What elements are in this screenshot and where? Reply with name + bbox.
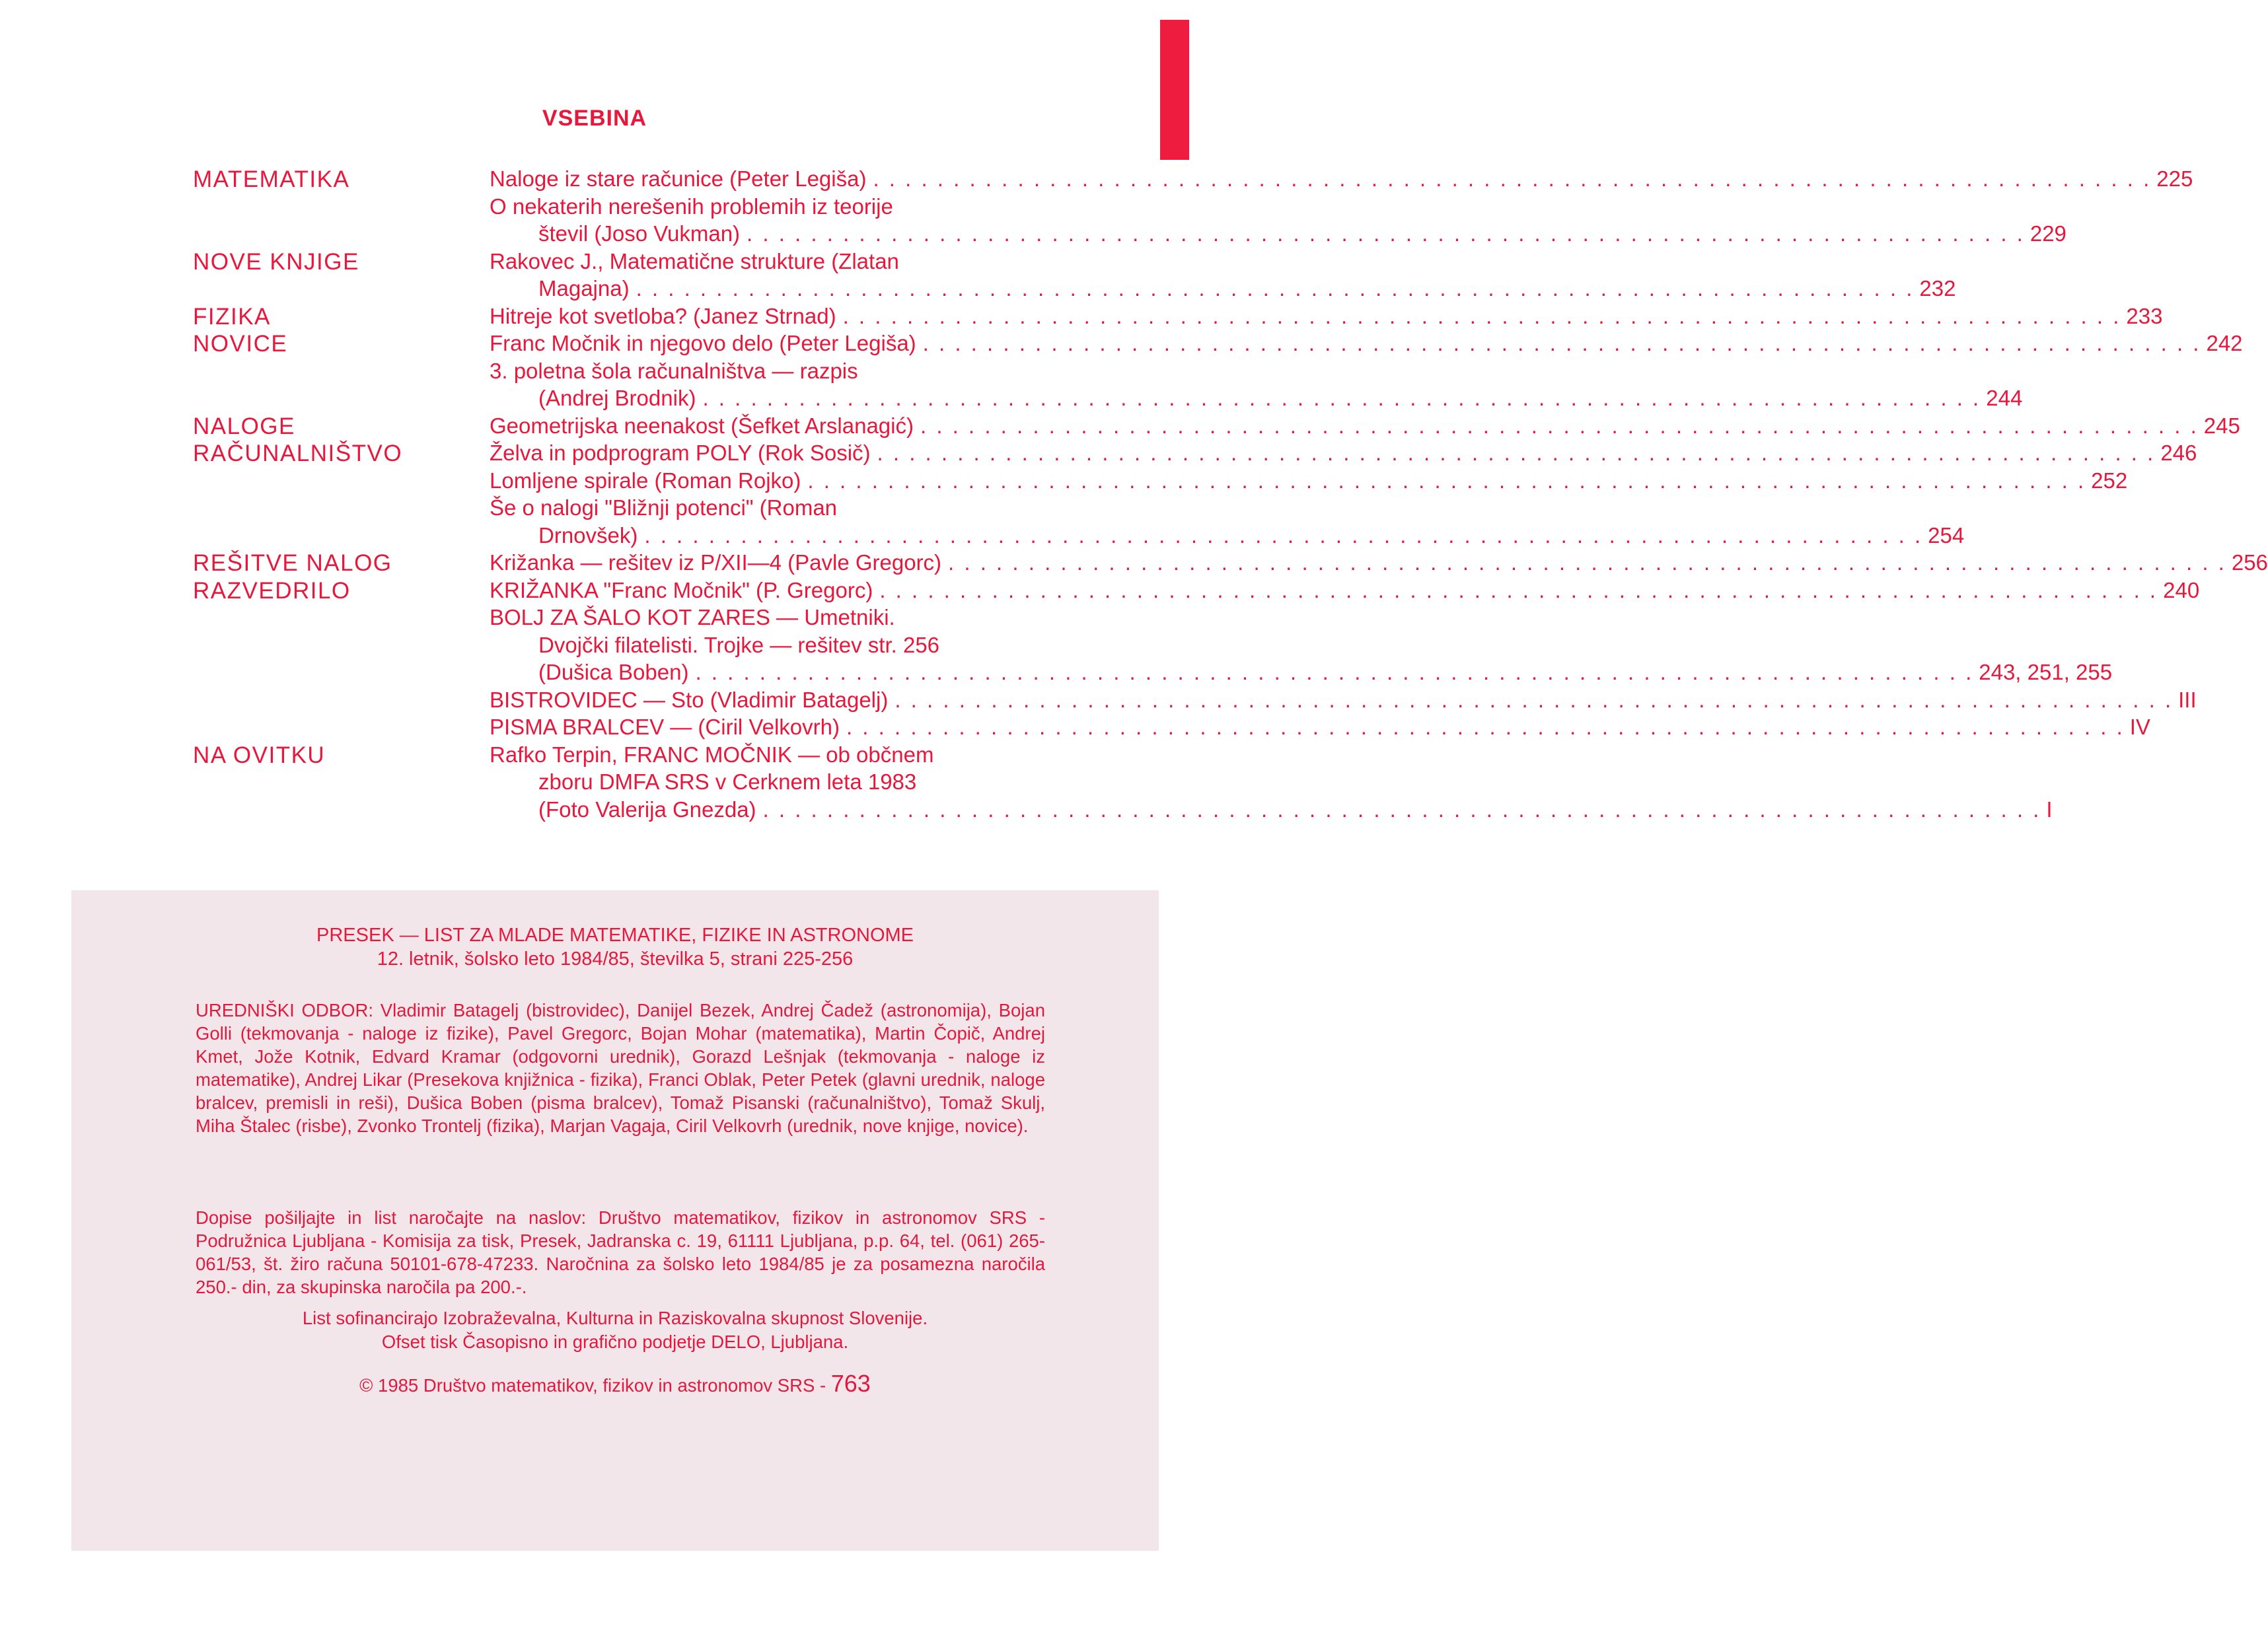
entry-title: Franc Močnik in njegovo delo (Peter Legiša) [490, 331, 916, 355]
toc-entry [490, 550, 2268, 575]
entry-title: Drnovšek) [538, 522, 638, 548]
toc-row [193, 194, 1072, 222]
toc-entry [490, 715, 2150, 740]
copyright-number: 763 [830, 1370, 871, 1397]
entry-title: zboru DMFA SRS v Cerknem leta 1983 [538, 769, 917, 794]
section-label: REŠITVE NALOG [193, 550, 392, 576]
toc-entry [538, 633, 1065, 658]
entry-title: Rakovec J., Matematične strukture (Zlatan [490, 248, 899, 273]
page-title: VSEBINA [542, 106, 647, 131]
entry-title: Magajna) [538, 276, 630, 301]
dot-leader: . . . . . . . . . . . . . . . . . . . . . . . . . . . . . . . . . . . . . . . . . . . . . . . . . . . . . . . . . . . . . . . . . . . . . . . . . . . . . . . . [877, 441, 2156, 465]
page-number: 246 [2160, 441, 2197, 465]
entry-title: Želva in podprogram POLY (Rok Sosič) [490, 441, 871, 465]
dot-leader: . . . . . . . . . . . . . . . . . . . . . . . . . . . . . . . . . . . . . . . . . . . . . . . . . . . . . . . . . . . . . . . . . . . . . . . . . . . . . . . . [807, 468, 2086, 493]
toc-entry [490, 441, 2197, 466]
dot-leader: . . . . . . . . . . . . . . . . . . . . . . . . . . . . . . . . . . . . . . . . . . . . . . . . . . . . . . . . . . . . . . . . . . . . . . . . . . . . . . . . [842, 303, 2121, 328]
section-label: NALOGE [193, 413, 295, 439]
section-label: NOVICE [193, 331, 288, 357]
table-of-contents [193, 166, 2268, 824]
toc-row [193, 660, 2113, 688]
toc-entry [490, 303, 2163, 329]
entry-title: BISTROVIDEC — Sto (Vladimir Batagelj) [490, 687, 889, 712]
dot-leader: . . . . . . . . . . . . . . . . . . . . . . . . . . . . . . . . . . . . . . . . . . . . . . . . . . . . . . . . . . . . . . . . . . . . . . . . . . . . . . . . [879, 577, 2158, 602]
dot-leader: . . . . . . . . . . . . . . . . . . . . . . . . . . . . . . . . . . . . . . . . . . . . . . . . . . . . . . . . . . . . . . . . . . . . . . . . . . . . . . . . [846, 715, 2125, 739]
colophon-panel [71, 890, 1159, 1551]
page-number: 242 [2206, 331, 2243, 355]
toc-row [193, 550, 2268, 578]
entry-title: Hitreje kot svetloba? (Janez Strnad) [490, 303, 836, 328]
dot-leader: . . . . . . . . . . . . . . . . . . . . . . . . . . . . . . . . . . . . . . . . . . . . . . . . . . . . . . . . . . . . . . . . . . . . . . . . . . . . . . . . [873, 166, 2152, 191]
toc-row [193, 249, 1072, 277]
entry-title: (Dušica Boben) [538, 660, 689, 684]
page-number: III [2178, 687, 2197, 712]
toc-row [193, 687, 2197, 715]
toc-row [193, 522, 1965, 551]
toc-entry [538, 660, 2113, 685]
section-label: NA OVITKU [193, 742, 326, 768]
entry-title: KRIŽANKA "Franc Močnik" (P. Gregorc) [490, 577, 873, 602]
dot-leader: . . . . . . . . . . . . . . . . . . . . . . . . . . . . . . . . . . . . . . . . . . . . . . . . . . . . . . . . . . . . . . . . . . . . . . . . . . . . . . . . [920, 413, 2199, 438]
dot-leader: . . . . . . . . . . . . . . . . . . . . . . . . . . . . . . . . . . . . . . . . . . . . . . . . . . . . . . . . . . . . . . . . . . . . . . . . . . . . . . . . [636, 276, 1915, 301]
dot-leader: . . . . . . . . . . . . . . . . . . . . . . . . . . . . . . . . . . . . . . . . . . . . . . . . . . . . . . . . . . . . . . . . . . . . . . . . . . . . . . . . [747, 221, 2025, 246]
dot-leader: . . . . . . . . . . . . . . . . . . . . . . . . . . . . . . . . . . . . . . . . . . . . . . . . . . . . . . . . . . . . . . . . . . . . . . . . . . . . . . . . [644, 522, 1923, 548]
toc-entry [490, 413, 2240, 439]
entry-title: 3. poletna šola računalništva — razpis [490, 358, 858, 383]
toc-entry [490, 742, 1065, 767]
toc-row [193, 742, 1072, 770]
entry-title: Naloge iz stare računice (Peter Legiša) [490, 166, 867, 191]
entry-title: BOLJ ZA ŠALO KOT ZARES — Umetniki. [490, 605, 895, 629]
toc-row [193, 331, 2243, 359]
page-number: 245 [2203, 413, 2240, 438]
dot-leader: . . . . . . . . . . . . . . . . . . . . . . . . . . . . . . . . . . . . . . . . . . . . . . . . . . . . . . . . . . . . . . . . . . . . . . . . . . . . . . . . [762, 797, 2041, 822]
entry-title: Dvojčki filatelisti. Trojke — rešitev str. 256 [538, 632, 940, 657]
toc-entry [490, 468, 2128, 493]
section-label: RAČUNALNIŠTVO [193, 441, 403, 466]
toc-entry [490, 194, 1065, 219]
toc-entry [490, 249, 1065, 274]
toc-row [193, 769, 1072, 797]
red-edge-tab [1160, 20, 1189, 160]
dot-leader: . . . . . . . . . . . . . . . . . . . . . . . . . . . . . . . . . . . . . . . . . . . . . . . . . . . . . . . . . . . . . . . . . . . . . . . . . . . . . . . . [922, 331, 2201, 355]
entry-title: števil (Joso Vukman) [538, 221, 741, 246]
toc-entry [490, 166, 2193, 192]
toc-entry [538, 276, 1956, 301]
page-number: 252 [2091, 468, 2128, 493]
toc-entry [538, 221, 2067, 246]
dot-leader: . . . . . . . . . . . . . . . . . . . . . . . . . . . . . . . . . . . . . . . . . . . . . . . . . . . . . . . . . . . . . . . . . . . . . . . . . . . . . . . . [948, 550, 2226, 575]
copyright-text: © 1985 Društvo matematikov, fizikov in astronomov SRS - [359, 1375, 826, 1396]
entry-title: Geometrijska neenakost (Šefket Arslanagić) [490, 413, 914, 438]
subscription-info: Dopise pošiljajte in list naročajte na naslov: Društvo matematikov, fizikov in astronomov SRS - Podružnica Ljubljana - Komisija za tisk, Presek, Jadranska c. 19, 61111 Ljubljana, p.p. 64, tel. (061) 265-061/53, št. žiro računa 50101-678-47233. Naročnina za šolsko leto 1984/85 je za posamezna naročila 250.- din, za skupinska naročila pa 200.-. [196, 1207, 1045, 1297]
toc-row [193, 468, 2128, 496]
toc-entry [538, 769, 1065, 795]
page-number: 233 [2126, 303, 2163, 328]
dot-leader: . . . . . . . . . . . . . . . . . . . . . . . . . . . . . . . . . . . . . . . . . . . . . . . . . . . . . . . . . . . . . . . . . . . . . . . . . . . . . . . . [895, 687, 2174, 712]
page-number: I [2046, 797, 2053, 822]
toc-entry [538, 386, 2023, 411]
entry-title: Še o nalogi "Bližnji potenci" (Roman [490, 495, 838, 520]
page-number: 229 [2030, 221, 2067, 246]
page-number: 243, 251, 255 [1979, 660, 2113, 684]
toc-entry [490, 577, 2200, 603]
copyright-note [71, 1370, 1159, 1398]
entry-title: (Foto Valerija Gnezda) [538, 797, 756, 822]
toc-row [193, 441, 2197, 468]
page-number: 244 [1986, 386, 2023, 410]
toc-row [193, 221, 2067, 249]
toc-entry [490, 495, 1065, 520]
dot-leader: . . . . . . . . . . . . . . . . . . . . . . . . . . . . . . . . . . . . . . . . . . . . . . . . . . . . . . . . . . . . . . . . . . . . . . . . . . . . . . . . [695, 660, 1974, 684]
entry-title: Rafko Terpin, FRANC MOČNIK — ob občnem [490, 742, 934, 767]
toc-row [193, 797, 2053, 825]
page-number: 225 [2156, 166, 2193, 191]
toc-row [193, 495, 1072, 523]
page-number: IV [2129, 715, 2150, 739]
toc-row [193, 413, 2240, 441]
imprint-issue: 12. letnik, šolsko leto 1984/85, številka 5, strani 225-256 [377, 948, 854, 970]
section-label: NOVE KNJIGE [193, 248, 359, 275]
toc-entry [490, 687, 2197, 713]
toc-row [193, 276, 1956, 304]
toc-entry [538, 522, 1965, 548]
funding-note: List sofinancirajo Izobraževalna, Kulturna in Raziskovalna skupnost Slovenije. [302, 1308, 928, 1328]
page-number: 254 [1928, 522, 1965, 548]
section-label: MATEMATIKA [193, 166, 350, 192]
entry-title: PISMA BRALCEV — (Ciril Velkovrh) [490, 715, 840, 739]
page-number: 240 [2163, 577, 2200, 602]
toc-row [193, 577, 2200, 606]
entry-title: Križanka — rešitev iz P/XII—4 (Pavle Gregorc) [490, 550, 942, 575]
toc-entry [490, 605, 1065, 630]
toc-row [193, 303, 2163, 332]
dot-leader: . . . . . . . . . . . . . . . . . . . . . . . . . . . . . . . . . . . . . . . . . . . . . . . . . . . . . . . . . . . . . . . . . . . . . . . . . . . . . . . . [702, 386, 1981, 410]
editorial-board: UREDNIŠKI ODBOR: Vladimir Batagelj (bistrovidec), Danijel Bezek, Andrej Čadež (astronomija), Bojan Golli (tekmovanja - naloge iz fizike), Pavel Gregorc, Bojan Mohar (matematika), Martin Čopič, Andrej Kmet, Jože Kotnik, Edvard Kramar (odgovorni urednik), Gorazd Lešnjak (tekmovanja - naloge iz matematike), Andrej Likar (Presekova knjižnica - fizika), Franci Oblak, Peter Petek (glavni urednik, naloge bralcev, premisli in reši), Dušica Boben (pisma bralcev), Tomaž Pisanski (računalništvo), Tomaž Skulj, Miha Štalec (risbe), Zvonko Trontelj (fizika), Marjan Vagaja, Ciril Velkovrh (urednik, nove knjige, novice). [196, 1000, 1045, 1136]
entry-title: Lomljene spirale (Roman Rojko) [490, 468, 801, 493]
entry-title: (Andrej Brodnik) [538, 386, 696, 410]
toc-entry [538, 797, 2053, 822]
toc-row [193, 715, 2150, 742]
toc-row [193, 605, 1072, 633]
page-number: 232 [1919, 276, 1956, 301]
printer-note: Ofset tisk Časopisno in grafično podjetje DELO, Ljubljana. [381, 1332, 849, 1352]
toc-entry [490, 359, 1065, 384]
section-label: FIZIKA [193, 303, 271, 330]
toc-row [193, 633, 1072, 660]
section-label: RAZVEDRILO [193, 577, 351, 604]
page-number: 256 [2231, 550, 2268, 575]
entry-title: O nekaterih nerešenih problemih iz teorije [490, 194, 893, 219]
toc-row [193, 166, 2193, 194]
toc-entry [490, 331, 2243, 356]
toc-row [193, 359, 1072, 386]
toc-row [193, 386, 2023, 413]
imprint-title: PRESEK — LIST ZA MLADE MATEMATIKE, FIZIKE IN ASTRONOME [316, 925, 914, 946]
